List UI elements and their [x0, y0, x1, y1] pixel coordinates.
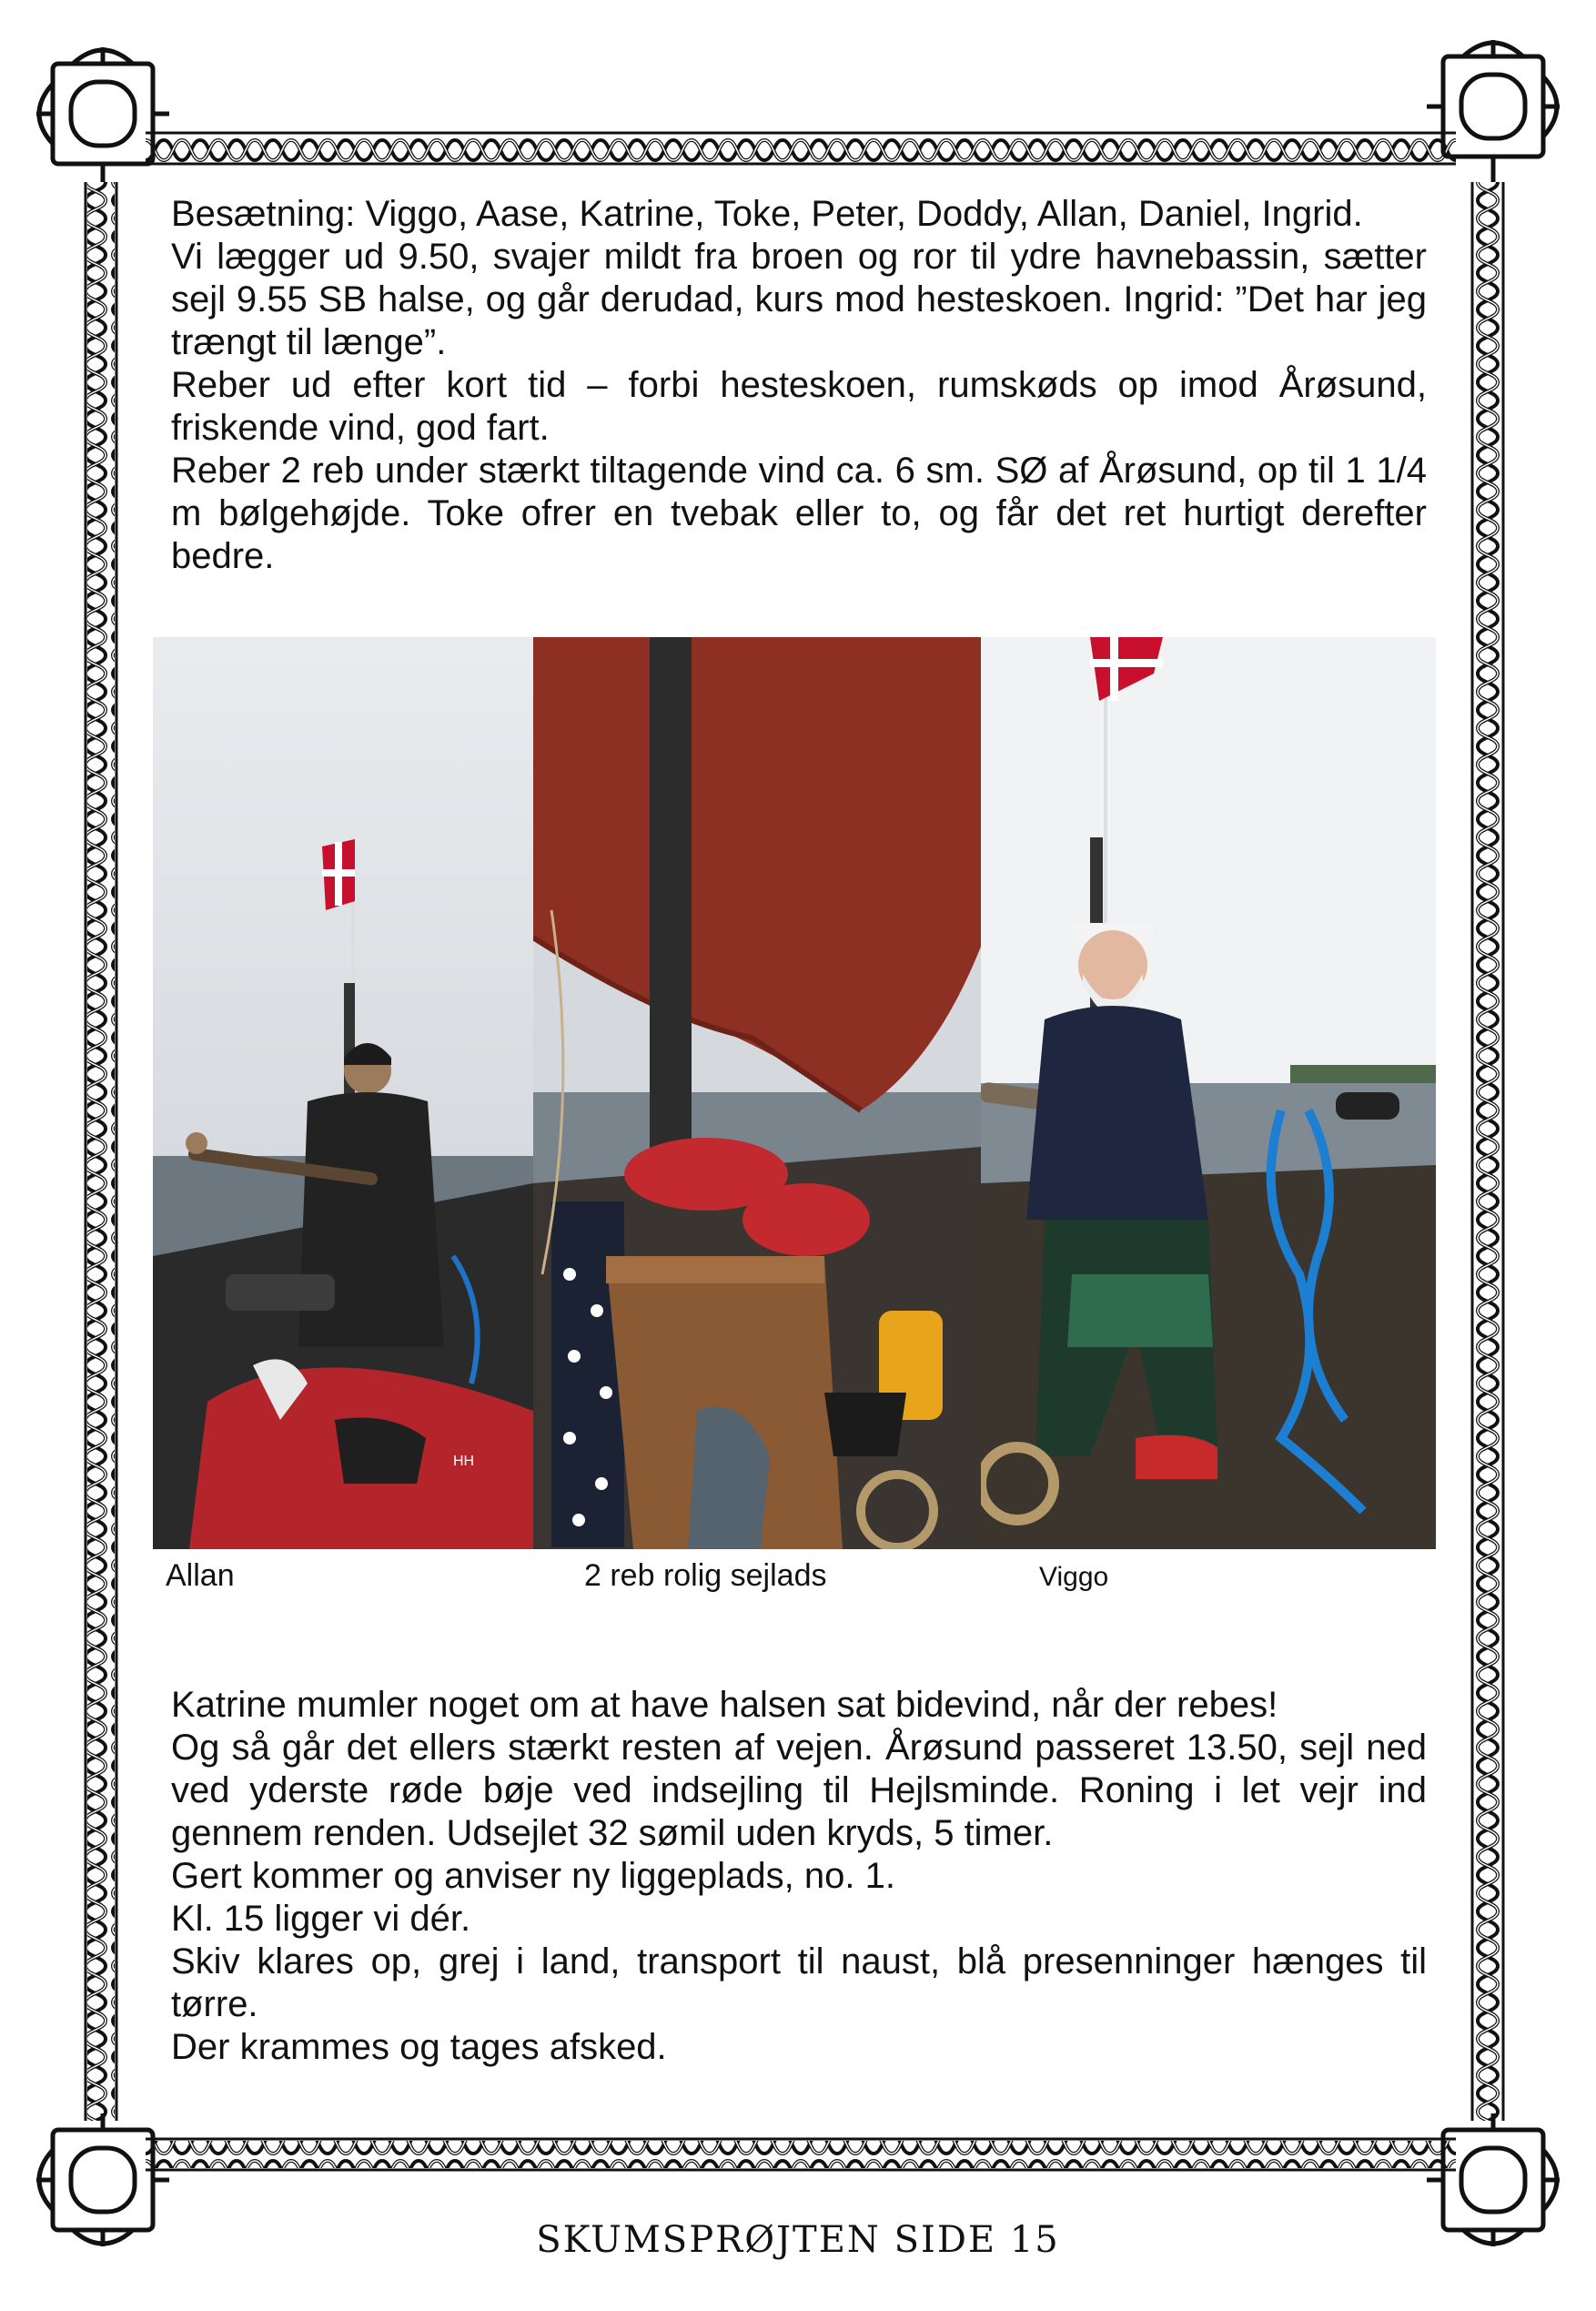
- article-text-bottom: [171, 1684, 1427, 2069]
- crew-paragraph: Besætning: Viggo, Aase, Katrine, Toke, Peter, Doddy, Allan, Daniel, Ingrid.: [171, 194, 1363, 234]
- caption-allan: Allan: [166, 1558, 235, 1593]
- cleanup-paragraph: Skiv klares op, grej i land, transport til naust, blå presenninger hænges til tørre.: [171, 1941, 1427, 2024]
- article-text-top: [171, 193, 1427, 578]
- time-paragraph: Kl. 15 ligger vi dér.: [171, 1899, 471, 1939]
- arrival-paragraph: Og så går det ellers stærkt resten af vejen. Årøsund passeret 13.50, sejl ned ved yderste røde bøje ved indsejling til Hejlsminde. Roning i let vejr ind gennem renden. Udsejlet 32 sømil uden kryds, 5 timer.: [171, 1728, 1427, 1853]
- katrine-paragraph: Katrine mumler noget om at have halsen sat bidevind, når der rebes!: [171, 1685, 1278, 1725]
- farewell-paragraph: Der krammes og tages afsked.: [171, 2027, 667, 2067]
- reefing-out-paragraph: Reber ud efter kort tid – forbi hesteskoen, rumskøds op imod Årøsund, friskende vind, god fart.: [171, 365, 1427, 448]
- photo-viggo: [981, 637, 1436, 1549]
- page-footer: SKUMSPRØJTEN SIDE 15: [536, 2219, 1060, 2261]
- berth-paragraph: Gert kommer og anviser ny liggeplads, no. 1.: [171, 1856, 895, 1896]
- hh-logo: HH: [453, 1454, 475, 1469]
- photo-two-reefs: [533, 637, 981, 1549]
- photo-allan: [153, 637, 533, 1549]
- departure-paragraph: Vi lægger ud 9.50, svajer mildt fra broen og ror til ydre havnebassin, sætter sejl 9.55 SB halse, og går derudad, kurs mod hesteskoen. Ingrid: ”Det har jeg trængt til længe”.: [171, 237, 1427, 362]
- caption-viggo: Viggo: [1039, 1562, 1109, 1592]
- caption-two-reefs: 2 reb rolig sejlads: [584, 1558, 827, 1593]
- reefing-in-paragraph: Reber 2 reb under stærkt tiltagende vind ca. 6 sm. SØ af Årøsund, op til 1 1/4 m bølgehøjde. Toke ofrer en tvebak eller to, og får det ret hurtigt derefter bedre.: [171, 451, 1427, 576]
